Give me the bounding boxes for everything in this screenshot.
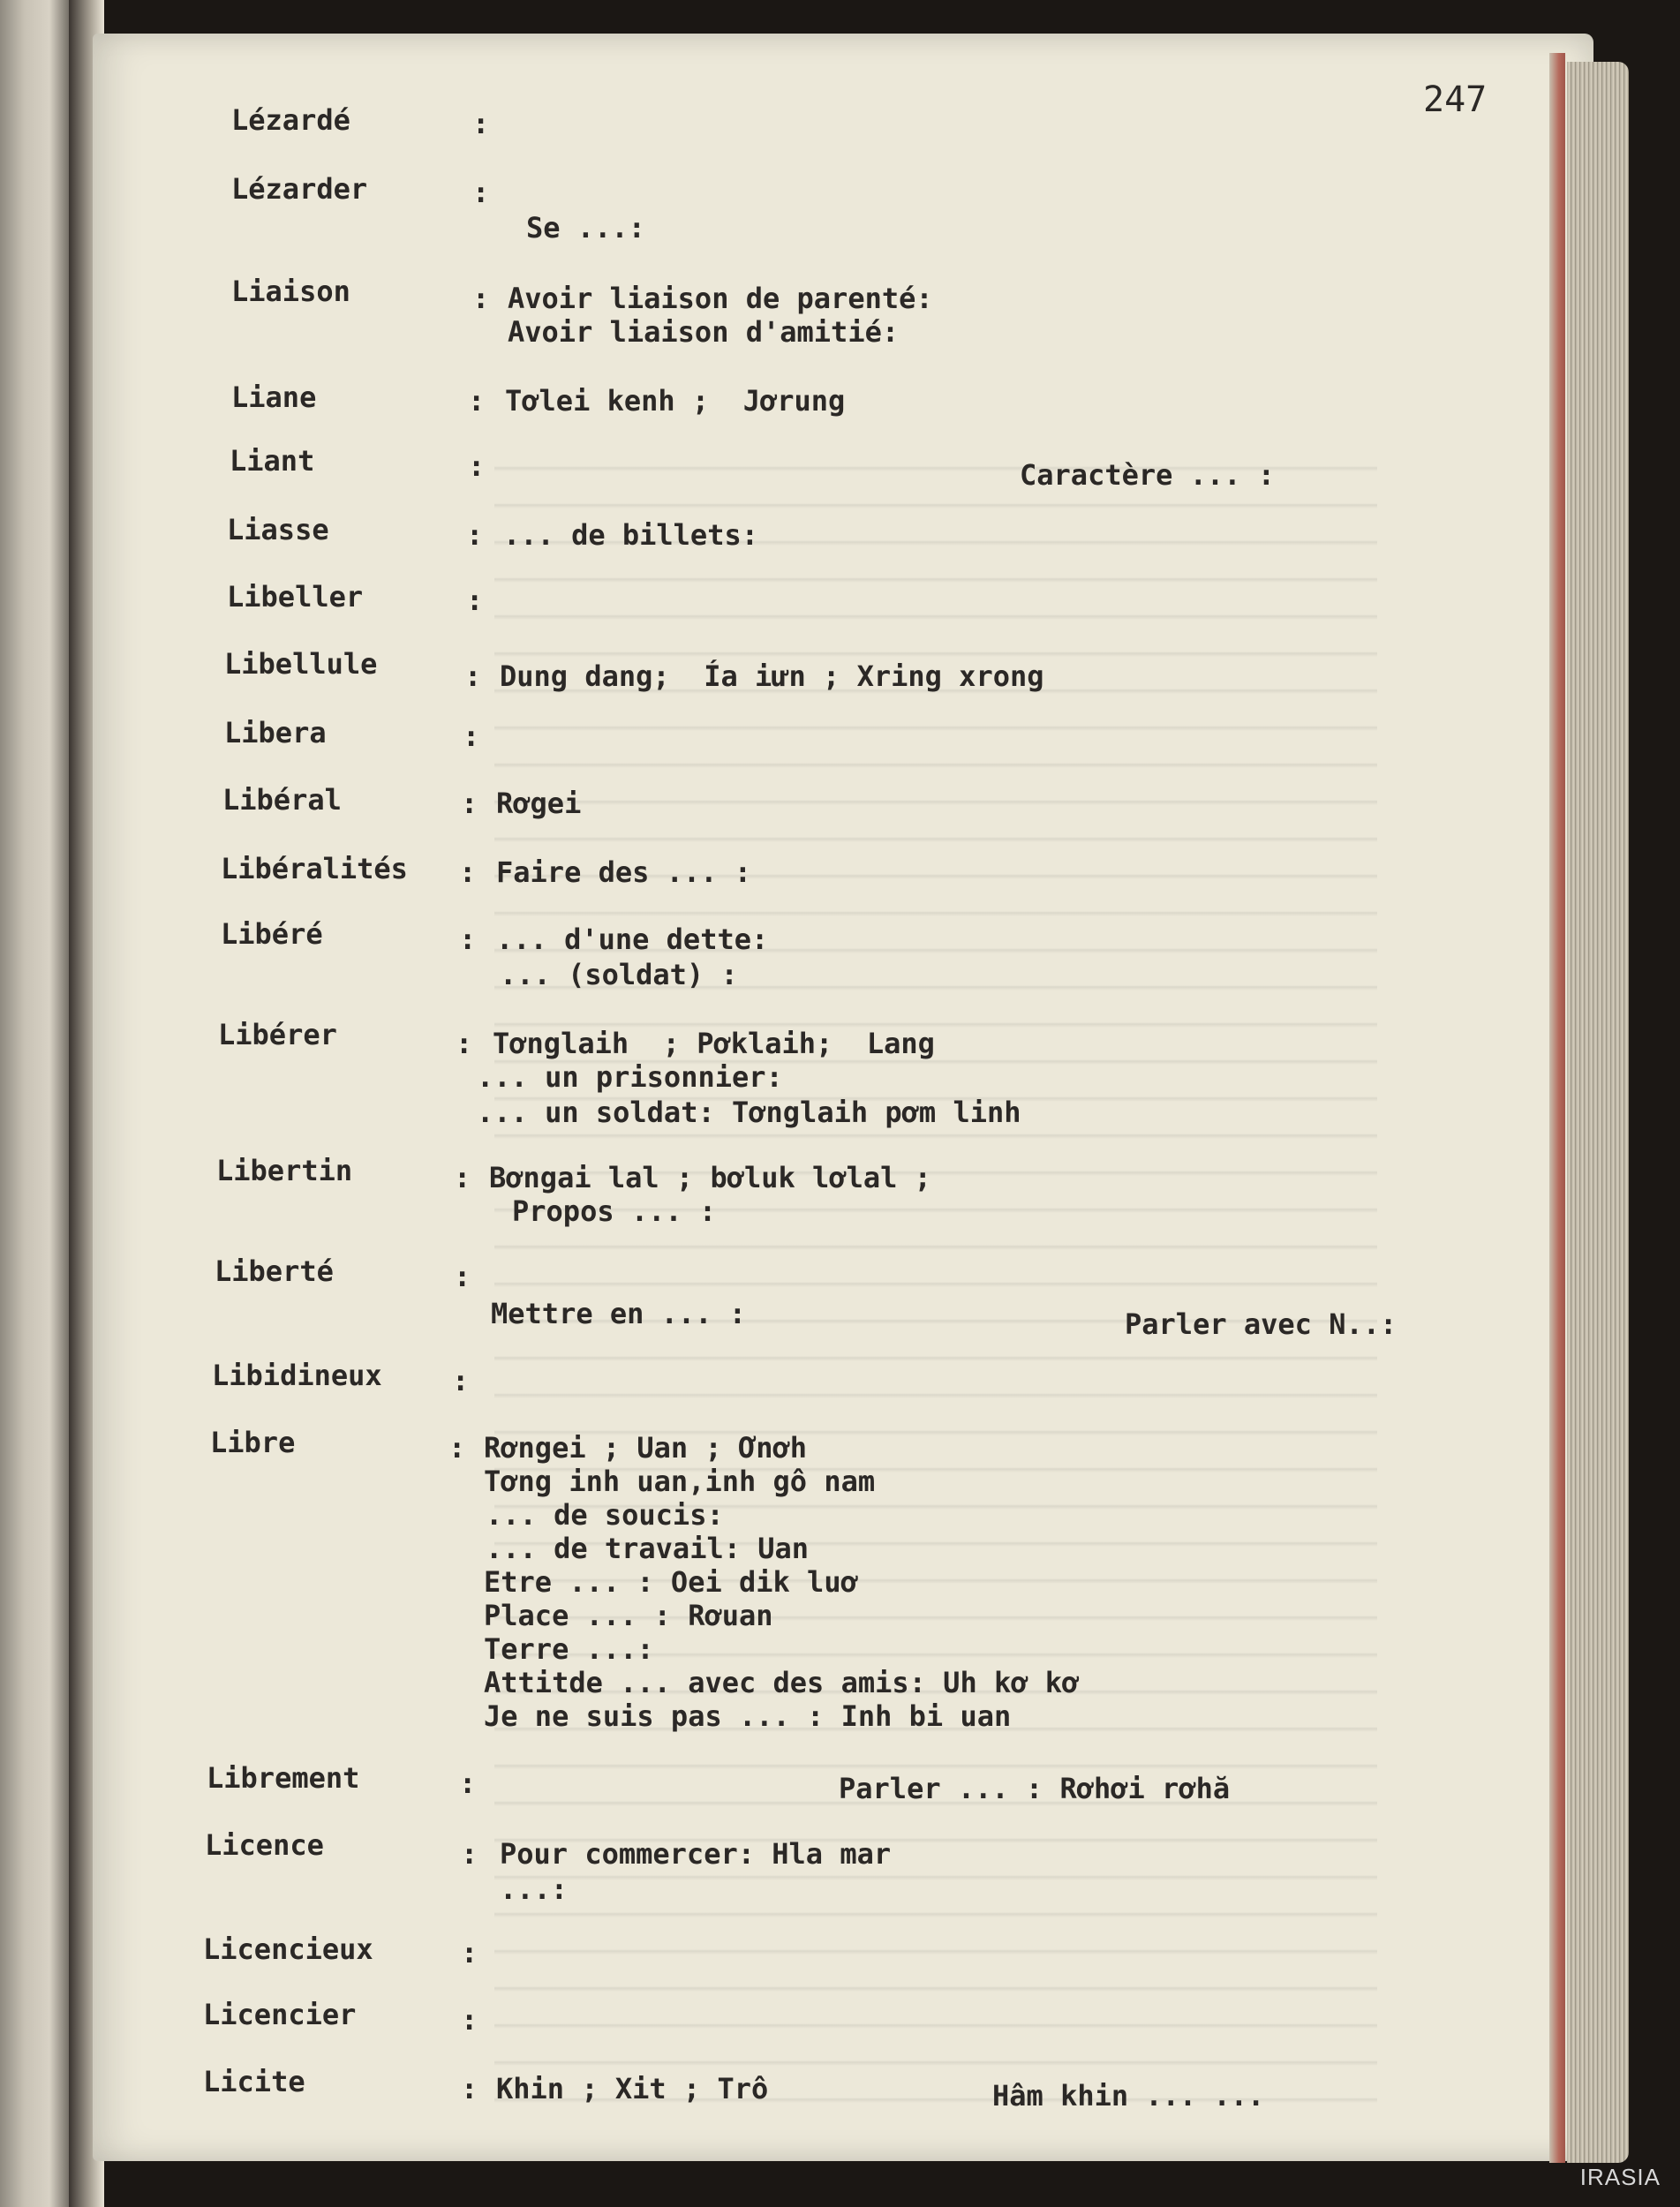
entry-colon-libellule: : bbox=[464, 659, 482, 693]
entry-right-liberte: Parler avec N..: bbox=[1125, 1307, 1397, 1341]
entry-head-libeller: Libeller bbox=[227, 580, 364, 614]
entry-line-licite-1: Khin ; Xit ; Trô bbox=[496, 2072, 769, 2105]
entry-head-liaison: Liaison bbox=[231, 275, 350, 308]
entry-line-libre-3: ... de soucis: bbox=[486, 1498, 724, 1532]
entry-head-libere: Libéré bbox=[221, 917, 323, 951]
entry-head-libidineux: Libidineux bbox=[212, 1359, 382, 1392]
stacked-page-edges bbox=[1567, 62, 1629, 2163]
entry-line-libre-1: Rơngei ; Uan ; Ơnơh bbox=[484, 1431, 808, 1465]
entry-colon-libere: : bbox=[459, 923, 477, 956]
entry-colon-liberalites: : bbox=[459, 855, 477, 889]
entry-colon-lezarde: : bbox=[472, 107, 490, 140]
entry-colon-liberal: : bbox=[461, 787, 478, 820]
entry-line-libertin-1: Bơngai lal ; bơluk lơlal ; bbox=[489, 1161, 931, 1194]
entry-colon-licite: : bbox=[461, 2072, 478, 2105]
entry-head-libertin: Libertin bbox=[216, 1154, 353, 1187]
entry-line-libertin-2: Propos ... : bbox=[512, 1194, 717, 1228]
entry-colon-libeller: : bbox=[466, 584, 484, 617]
entry-head-libre: Libre bbox=[210, 1426, 296, 1459]
entry-head-libellule: Libellule bbox=[224, 647, 378, 681]
entry-head-liberer: Libérer bbox=[218, 1018, 337, 1051]
entry-colon-licencier: : bbox=[461, 2003, 478, 2037]
entry-head-lezarder: Lézarder bbox=[231, 172, 368, 206]
entry-line-libre-2: Tơng inh uan,inh gô nam bbox=[484, 1465, 876, 1498]
entry-colon-libre: : bbox=[448, 1431, 466, 1465]
entry-line-liberer-3: ... un soldat: Tơnglaih pơm linh bbox=[477, 1096, 1021, 1129]
entry-line-libre-5: Etre ... : Oei dik luơ bbox=[484, 1565, 858, 1599]
entry-line-liberalites-1: Faire des ... : bbox=[496, 855, 751, 889]
entry-line-lezarder-1: Se ...: bbox=[526, 211, 645, 245]
entry-head-licite: Licite bbox=[203, 2065, 305, 2098]
entry-line-libere-1: ... d'une dette: bbox=[496, 923, 769, 956]
watermark-label: IRASIA bbox=[1579, 2164, 1661, 2190]
entry-colon-licence: : bbox=[461, 1837, 478, 1871]
entry-line-licence-1: Pour commercer: Hla mar bbox=[500, 1837, 892, 1871]
entry-head-liane: Liane bbox=[231, 380, 317, 414]
entry-right-licite: Hâm khin ... ... bbox=[992, 2079, 1265, 2113]
entry-head-libera: Libera bbox=[224, 716, 327, 749]
entry-colon-liasse: : bbox=[466, 518, 484, 552]
entry-colon-liaison: : bbox=[472, 282, 490, 315]
entry-line-liberte-1: Mettre en ... : bbox=[491, 1297, 746, 1330]
entry-line-libre-8: Attitde ... avec des amis: Uh kơ kơ bbox=[484, 1666, 1080, 1699]
entry-head-lezarde: Lézardé bbox=[231, 103, 350, 137]
page-number: 247 bbox=[1423, 79, 1488, 120]
entry-colon-liberer: : bbox=[456, 1027, 473, 1060]
entry-line-liaison-1: Avoir liaison de parenté: bbox=[508, 282, 933, 315]
entry-line-libre-4: ... de travail: Uan bbox=[486, 1532, 810, 1565]
entry-head-licencieux: Licencieux bbox=[203, 1932, 373, 1966]
red-page-edge bbox=[1549, 53, 1565, 2163]
entry-line-libre-7: Terre ...: bbox=[484, 1632, 654, 1666]
entry-head-licence: Licence bbox=[205, 1828, 324, 1862]
entry-line-liaison-2: Avoir liaison d'amitié: bbox=[508, 315, 900, 349]
entry-line-liberer-2: ... un prisonnier: bbox=[477, 1060, 783, 1094]
entry-line-libre-6: Place ... : Rơuan bbox=[484, 1599, 773, 1632]
entry-colon-liane: : bbox=[468, 384, 486, 418]
entry-line-libellule-1: Dung dang; Ía iưn ; Xring xrong bbox=[500, 659, 1044, 693]
entry-head-licencier: Licencier bbox=[203, 1998, 357, 2031]
entry-head-librement: Librement bbox=[207, 1761, 360, 1795]
entry-colon-librement: : bbox=[459, 1766, 477, 1800]
entry-right-librement: Parler ... : Rơhơi rơhă bbox=[839, 1772, 1231, 1805]
entry-colon-libera: : bbox=[463, 719, 480, 753]
facing-page-edge bbox=[0, 0, 71, 2207]
entry-head-liasse: Liasse bbox=[227, 513, 329, 546]
entry-colon-libertin: : bbox=[454, 1161, 471, 1194]
entry-right-liant: Caractère ... : bbox=[1020, 458, 1275, 492]
entry-head-liant: Liant bbox=[230, 444, 315, 478]
entry-head-liberal: Libéral bbox=[222, 783, 342, 817]
entry-line-libre-9: Je ne suis pas ... : Inh bi uan bbox=[484, 1699, 1012, 1733]
entry-line-liane-1: Tơlei kenh ; Jơrung bbox=[505, 384, 846, 418]
entry-line-libere-2: ... (soldat) : bbox=[500, 958, 738, 991]
entry-colon-liant: : bbox=[468, 449, 486, 483]
entry-line-liberer-1: Tơnglaih ; Pơklaih; Lang bbox=[493, 1027, 935, 1060]
entry-line-licence-2: ...: bbox=[500, 1872, 569, 1906]
entry-colon-libidineux: : bbox=[452, 1364, 470, 1397]
entry-line-liberal-1: Rơgei bbox=[496, 787, 582, 820]
entry-head-liberalites: Libéralités bbox=[221, 852, 408, 885]
entry-colon-liberte: : bbox=[454, 1260, 471, 1293]
entry-colon-licencieux: : bbox=[461, 1936, 478, 1970]
entry-line-liasse-1: ... de billets: bbox=[503, 518, 758, 552]
entry-colon-lezarder: : bbox=[472, 176, 490, 209]
entry-head-liberte: Liberté bbox=[215, 1254, 334, 1288]
